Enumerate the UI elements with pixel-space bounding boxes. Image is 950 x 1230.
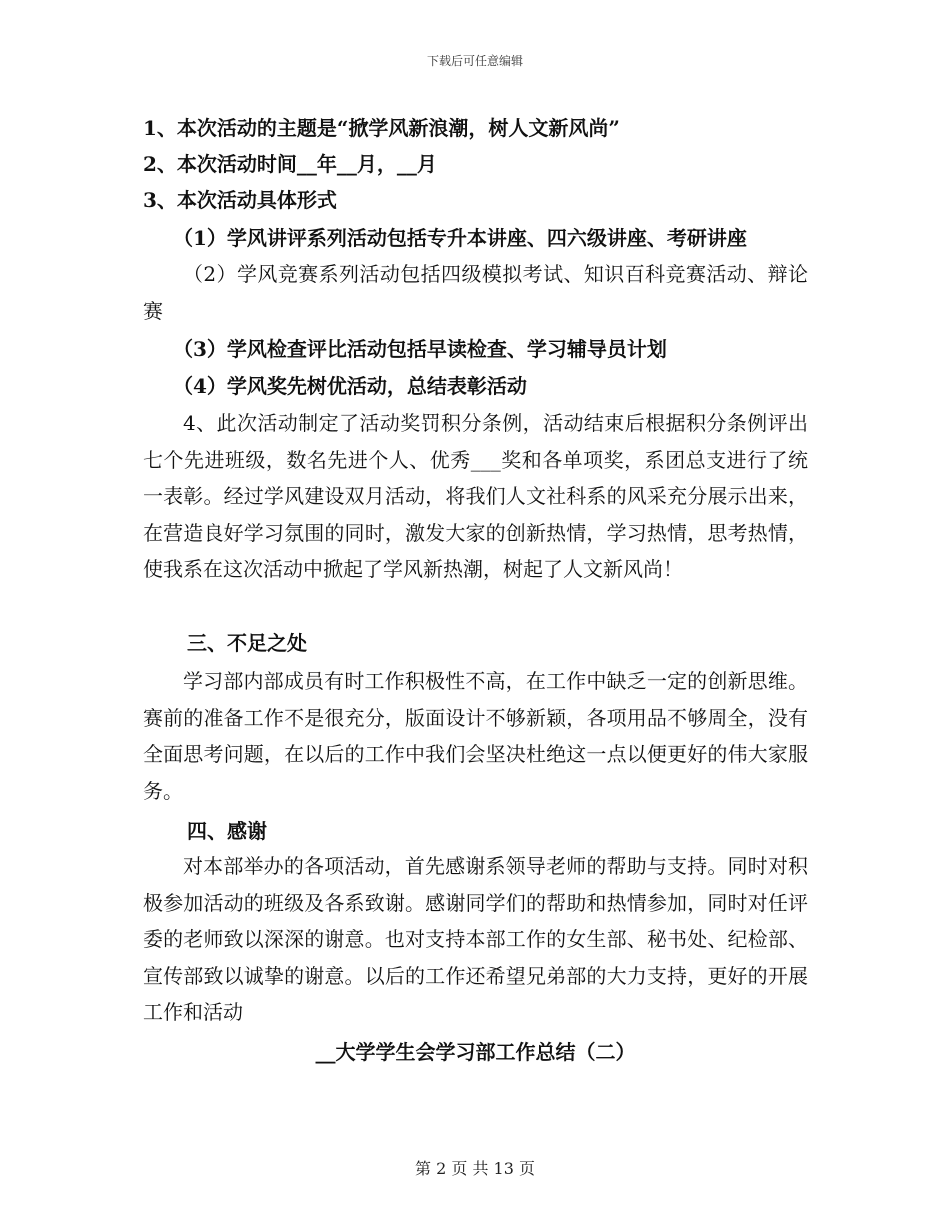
sub-item-2: （2）学风竞赛系列活动包括四级模拟考试、知识百科竞赛活动、辩论赛 [143,262,808,323]
item-4-paragraph: 4、此次活动制定了活动奖罚积分条例，活动结束后根据积分条例评出七个先进班级，数名先进个人、优秀___奖和各单项奖，系团总支进行了统一表彰。经过学风建设双月活动，将我们人文社科系的风采充分展示出来，在营造良好学习氛围的同时，激发大家的创新热情，学习热情，思考热情，使我系在这次活动中掀起了学风新热潮，树起了人文新风尚！ [143,411,808,581]
item-3-forms: 3、本次活动具体形式 [143,188,337,212]
section-3-heading: 三、不足之处 [187,631,307,655]
page-footer: 第 2 页 共 13 页 [415,1159,535,1178]
section-4-heading: 四、感谢 [187,819,267,843]
section-4-body: 对本部举办的各项活动，首先感谢系领导老师的帮助与支持。同时对积极参加活动的班级及各系致谢。感谢同学们的帮助和热情参加，同时对任评委的老师致以深深的谢意。也对支持本部工作的女生部、秘书处、纪检部、宣传部致以诚挚的谢意。以后的工作还希望兄弟部的大力支持，更好的开展工作和活动 [143,854,808,1024]
item-2-time: 2、本次活动时间__年__月，__月 [143,152,437,176]
sub-item-4: （4）学风奖先树优活动，总结表彰活动 [173,374,527,398]
next-section-title: __大学学生会学习部工作总结（二） [315,1040,636,1064]
sub-item-1: （1）学风讲评系列活动包括专升本讲座、四六级讲座、考研讲座 [173,226,747,250]
item-1-theme: 1、本次活动的主题是“掀学风新浪潮，树人文新风尚” [143,116,620,140]
sub-item-3: （3）学风检查评比活动包括早读检查、学习辅导员计划 [173,337,667,361]
section-3-body: 学习部内部成员有时工作积极性不高，在工作中缺乏一定的创新思维。赛前的准备工作不是很充分，版面设计不够新颖，各项用品不够周全，没有全面思考问题，在以后的工作中我们会坚决杜绝这一点以便更好的伟大家服务。 [143,669,808,803]
page-header: 下载后可任意编辑 [426,54,523,68]
